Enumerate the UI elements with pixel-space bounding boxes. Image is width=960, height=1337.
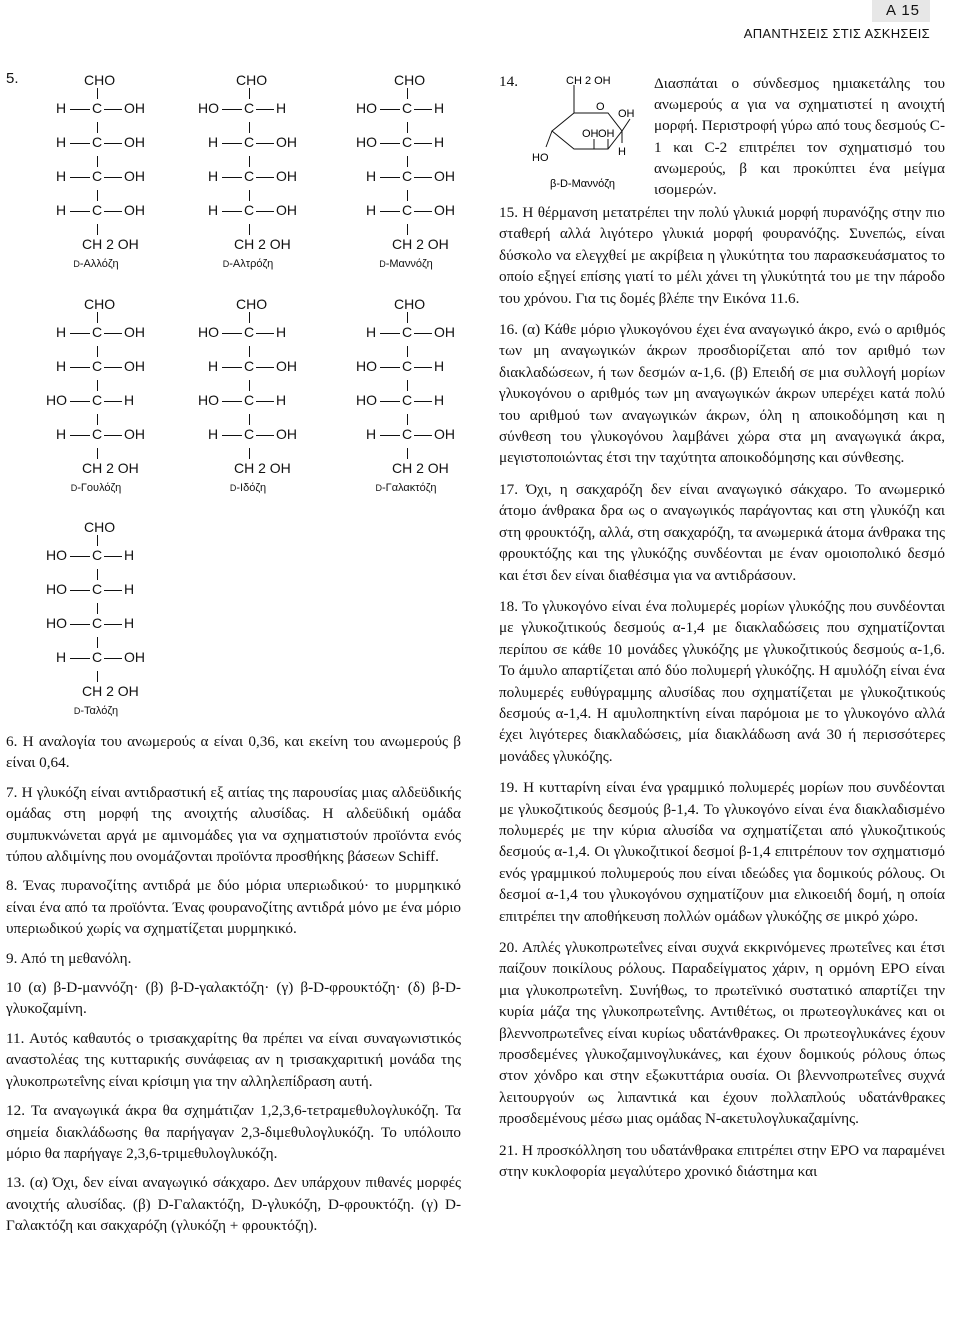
right-column xyxy=(499,202,945,1192)
bond-line xyxy=(414,401,432,402)
hydroxymethyl-group: CH 2 OH xyxy=(82,460,139,476)
left-substituent: H xyxy=(56,358,67,374)
carbon-atom: C xyxy=(92,100,103,116)
carbon-atom: C xyxy=(402,358,413,374)
bond-line xyxy=(70,556,90,557)
answer-paragraph: 10 (α) β-D-μαννόζη· (β) β-D-γαλακτόζη· (γ) β-D-φρουκτόζη· (δ) β-D-γλυκοζαμίνη. xyxy=(6,979,461,1018)
answer-paragraph: 19. Η κυτταρίνη είναι ένα γραμμικό πολυμερές μορίων που συνδέονται με γλυκοζιτικούς δεσμούς β-1,4. Το γλυκογόνο είναι ένα διακλαδισμένο πολυμερές με την κύρια αλυσίδα να σχηματίζεται από γλυκοζιτικούς δεσμούς α-1,4. Οι γλυκοζιτικοί δεσμοί β-1,4 επιτρέπουν τον σχηματισμό ενός γραμμικού πολυμερούς που είναι ιδεώδες για δομικούς ρόλους. Οι δεσμοί α-1,4 του γλυκογόνου σχηματίζουν μια ελικοειδή δομή, η οποία επιτρέπει την αποθήκευση πολλών ομάδων γλυκόζης σε μικρό χώρο. xyxy=(499,779,945,925)
bond-line xyxy=(380,401,400,402)
answer-paragraph: 11. Αυτός καθαυτός ο τρισακχαρίτης θα πρέπει να είναι συναγωνιστικός αναστολέας της κυτταρικής συνάφειας αν η τρισακχαριτική μονάδα της γλυκοπρωτεΐνης είναι κρίσιμη για την αλληλεπίδραση αυτή. xyxy=(6,1029,461,1090)
right-substituent: OH xyxy=(434,168,455,184)
left-substituent: H xyxy=(366,168,377,184)
ring-label: O xyxy=(596,101,605,113)
sugar-name xyxy=(73,258,118,270)
carbon-atom: C xyxy=(92,615,103,631)
sugar-name xyxy=(379,258,433,270)
carbon-atom: C xyxy=(92,134,103,150)
sugar-name-label: -Ταλόζη xyxy=(80,705,119,717)
ring-label: OH xyxy=(582,128,599,140)
bond-line xyxy=(97,88,98,99)
carbon-atom: C xyxy=(244,392,255,408)
carbon-atom: C xyxy=(402,168,413,184)
carbon-atom: C xyxy=(244,358,255,374)
right-substituent: OH xyxy=(124,134,145,150)
bond-line xyxy=(256,177,274,178)
bond-line xyxy=(104,333,122,334)
bond-line xyxy=(256,435,274,436)
left-substituent: HO xyxy=(356,358,377,374)
right-substituent: H xyxy=(276,100,287,116)
left-substituent: H xyxy=(208,168,219,184)
bond-line xyxy=(256,367,274,368)
bond-line xyxy=(104,401,122,402)
bond-line xyxy=(222,143,242,144)
bond-line xyxy=(104,109,122,110)
sugar-name-label: -Αλλόζη xyxy=(79,258,119,270)
d-prefix: D xyxy=(222,259,230,269)
bond-line xyxy=(70,590,90,591)
right-substituent: OH xyxy=(124,100,145,116)
sugar-name-label: -Γαλακτόζη xyxy=(381,482,437,494)
ring-label: β-D-Μαννόζη xyxy=(550,178,616,190)
section-title: ΑΠΑΝΤΗΣΕΙΣ ΣΤΙΣ ΑΣΚΗΣΕΙΣ xyxy=(743,26,930,41)
sugar-name xyxy=(71,482,122,494)
bond-line xyxy=(70,624,90,625)
right-substituent: H xyxy=(124,392,135,408)
aldehyde-group: CHO xyxy=(84,519,116,535)
right-substituent: H xyxy=(276,392,287,408)
bond-line xyxy=(249,190,250,201)
carbon-atom: C xyxy=(244,426,255,442)
question-number: 14. xyxy=(499,73,518,90)
beta-d-mannose-ring xyxy=(532,73,657,198)
bond-line xyxy=(97,156,98,167)
answer-text: Διασπάται ο σύνδεσμος ημιακετάλης του ανωμερούς α για να σχηματιστεί η ανοιχτή μορφή. Περιστροφή γύρω από τους δεσμούς C-1 και C-2 επιτρέπει τον σχηματισμό του ανωμερούς, β και προκύπτει ένα μείγμα ισομερών. xyxy=(654,75,945,199)
carbon-atom: C xyxy=(92,426,103,442)
bond-line xyxy=(407,380,408,391)
right-substituent: H xyxy=(434,100,445,116)
right-substituent: OH xyxy=(276,202,297,218)
left-substituent: H xyxy=(56,324,67,340)
bond-line xyxy=(222,401,242,402)
bond-line xyxy=(380,435,400,436)
left-substituent: H xyxy=(366,202,377,218)
left-substituent: HO xyxy=(198,100,219,116)
page-header xyxy=(744,0,930,41)
left-substituent: H xyxy=(208,202,219,218)
left-substituent: H xyxy=(366,426,377,442)
aldehyde-group: CHO xyxy=(394,72,426,88)
bond-line xyxy=(97,637,98,648)
right-substituent: OH xyxy=(124,202,145,218)
carbon-atom: C xyxy=(92,581,103,597)
bond-line xyxy=(104,143,122,144)
bond-line xyxy=(97,603,98,614)
bond-line xyxy=(249,88,250,99)
bond-line xyxy=(70,177,90,178)
ring-label: OH xyxy=(598,128,615,140)
bond-line xyxy=(380,109,400,110)
right-substituent: OH xyxy=(124,324,145,340)
bond-line xyxy=(104,435,122,436)
left-column xyxy=(6,731,461,1245)
bond-line xyxy=(407,190,408,201)
bond-line xyxy=(222,177,242,178)
right-substituent: H xyxy=(124,581,135,597)
bond-line xyxy=(414,177,432,178)
bond-line xyxy=(222,109,242,110)
right-substituent: H xyxy=(124,547,135,563)
bond-line xyxy=(97,414,98,425)
answer-paragraph: 21. Η προσκόλληση του υδατάνθρακα επιτρέπει στην ΕΡΟ να παραμένει στην κυκλοφορία μεγαλύτερο χρονικό διάστημα και xyxy=(499,1141,945,1181)
sugar-name-label: -Γουλόζη xyxy=(77,482,122,494)
answer-paragraph: 7. Η γλυκόζη είναι αντιδραστική εξ αιτίας της παρουσίας μιας αλδεϋδικής ομάδας στη μορφή της ανοιχτής αλυσίδας. Η αλδεϋδική ομάδα συμπυκνώνεται αργά με αμινομάδες για να σχηματιστούν προϊόντα ενός τύπου αλδιμίνης που ονομάζονται προϊόντα προσθήκης βάσεων Schiff. xyxy=(6,783,461,866)
aldehyde-group: CHO xyxy=(236,72,268,88)
left-substituent: H xyxy=(56,202,67,218)
aldehyde-group: CHO xyxy=(84,296,116,312)
bond-line xyxy=(97,346,98,357)
bond-line xyxy=(97,224,98,235)
aldehyde-group: CHO xyxy=(394,296,426,312)
carbon-atom: C xyxy=(402,426,413,442)
bond-line xyxy=(256,401,274,402)
left-substituent: H xyxy=(366,324,377,340)
bond-line xyxy=(104,624,122,625)
bond-line xyxy=(104,177,122,178)
bond-line xyxy=(70,435,90,436)
carbon-atom: C xyxy=(92,324,103,340)
answer-paragraph: 15. Η θέρμανση μετατρέπει την πολύ γλυκιά μορφή πυρανόζης στην πιο σταθερή αλλά λιγότερο γλυκιά μορφή φουρανόζης. Συνεπώς, είναι δύσκολο να ελεγχθεί με ακρίβεια η γλυκύτητα του παρασκευάσματος το οποίο εξηγεί επίσης γιατί το μέλι χάνει τη γλυκύτητά του με την πάροδο του χρόνου. Για τις δομές βλέπε την Εικόνα 11.6. xyxy=(499,204,945,307)
right-substituent: OH xyxy=(434,426,455,442)
carbon-atom: C xyxy=(402,392,413,408)
carbon-atom: C xyxy=(244,324,255,340)
carbon-atom: C xyxy=(402,324,413,340)
left-substituent: HO xyxy=(198,324,219,340)
left-substituent: HO xyxy=(356,392,377,408)
bond-line xyxy=(380,367,400,368)
bond-line xyxy=(380,177,400,178)
sugar-name xyxy=(223,258,274,270)
carbon-atom: C xyxy=(92,649,103,665)
bond-line xyxy=(104,211,122,212)
left-substituent: H xyxy=(208,134,219,150)
right-substituent: OH xyxy=(276,168,297,184)
bond-line xyxy=(407,156,408,167)
carbon-atom: C xyxy=(92,168,103,184)
question-number: 5. xyxy=(6,70,19,87)
carbon-atom: C xyxy=(244,100,255,116)
bond-line xyxy=(222,211,242,212)
aldehyde-group: CHO xyxy=(236,296,268,312)
d-prefix: D xyxy=(379,259,386,269)
hydroxymethyl-group: CH 2 OH xyxy=(392,236,449,252)
right-substituent: OH xyxy=(434,202,455,218)
bond-line xyxy=(97,671,98,682)
answer-paragraph: 18. Το γλυκογόνο είναι ένα πολυμερές μορίων γλυκόζης που συνδέονται με γλυκοζιτικούς δεσμούς α-1,4 με διακλαδώσεις που σχηματίζονται περίπου σε κάθε 10 μονάδες γλυκόζης με γλυκοζιτικούς δεσμούς α-1,6. Το άμυλο απαρτίζεται από δύο πολυμερή γλυκόζης. Η αμυλόζη είναι ένα πολυμερές ευθύγραμμης αλυσίδας που σχηματίζεται με γλυκοζιτικούς δεσμούς α-1,4. Η αμυλοπηκτίνη είναι παρόμοια με το γλυκογόνο αλλά έχει λιγότερες διακλαδώσεις, μία διακλάδωση ανά 30 ή περισσότερες μονάδες γλυκόζης. xyxy=(499,597,945,765)
answer-paragraph: 12. Τα αναγωγικά άκρα θα σχημάτιζαν 1,2,3,6-τετραμεθυλογλυκόζη. Τα σημεία διακλάδωσης θα παρήγαγαν 2,3-διμεθυλογλυκόζη. Το υπόλοιπο μόριο θα παρήγαγε 2,3,6-τριμεθυλογλυκόζη. xyxy=(6,1102,461,1162)
carbon-atom: C xyxy=(402,100,413,116)
bond-line xyxy=(414,143,432,144)
sugar-name-label: -Μαννόζη xyxy=(385,258,433,270)
bond-line xyxy=(97,122,98,133)
bond-line xyxy=(249,448,250,459)
d-prefix: D xyxy=(73,706,81,716)
bond-line xyxy=(97,569,98,580)
d-prefix: D xyxy=(70,483,78,493)
answer-paragraph: 17. Όχι, η σακχαρόζη δεν είναι αναγωγικό σάκχαρο. Το ανωμερικό άτομο άνθρακα δρα ως ο αναγωγικός παράγοντας και στη γλυκόζη και στη φρουκτόζη, αλλά, στη σακχαρόζη, τα ανωμερικά άτομα άνθρακα της φρουκτόζης και της γλυκόζης συνδέονται με έναν ομοιοπολικό δεσμό και έτσι δεν είναι διαθέσιμα για να αντιδράσουν. xyxy=(499,480,945,584)
bond-line xyxy=(70,143,90,144)
bond-line xyxy=(70,367,90,368)
right-substituent: H xyxy=(434,358,445,374)
left-substituent: H xyxy=(56,168,67,184)
bond-line xyxy=(104,556,122,557)
carbon-atom: C xyxy=(402,134,413,150)
d-prefix: D xyxy=(229,483,237,493)
right-substituent: OH xyxy=(124,649,145,665)
bond-line xyxy=(407,448,408,459)
left-substituent: HO xyxy=(46,547,67,563)
bond-line xyxy=(414,435,432,436)
hydroxymethyl-group: CH 2 OH xyxy=(392,460,449,476)
bond-line xyxy=(97,535,98,546)
ring-label: OH xyxy=(618,108,635,120)
bond-line xyxy=(407,122,408,133)
bond-line xyxy=(104,367,122,368)
answer-paragraph: 6. Η αναλογία του ανωμερούς α είναι 0,36, και εκείνη του ανωμερούς β είναι 0,64. xyxy=(6,733,461,772)
left-substituent: HO xyxy=(198,392,219,408)
answer-paragraph: 13. (α) Όχι, δεν είναι αναγωγικό σάκχαρο. Δεν υπάρχουν πιθανές μορφές ανοιχτής αλυσίδας. (β) D-Γαλακτόζη, D-γλυκόζη, D-φρουκτόζη. (γ) D-Γαλακτόζη και σακχαρόζη (γλυκόζη + φρουκτόζη). xyxy=(6,1174,461,1235)
bond-line xyxy=(256,333,274,334)
sugar-name xyxy=(375,482,436,494)
carbon-atom: C xyxy=(92,202,103,218)
left-substituent: H xyxy=(56,426,67,442)
hydroxymethyl-group: CH 2 OH xyxy=(234,236,291,252)
bond-line xyxy=(249,156,250,167)
bond-line xyxy=(97,380,98,391)
carbon-atom: C xyxy=(244,202,255,218)
bond-line xyxy=(256,109,274,110)
sugar-name-label: -Αλτρόζη xyxy=(229,258,274,270)
bond-line xyxy=(70,211,90,212)
left-substituent: H xyxy=(208,358,219,374)
bond-line xyxy=(256,211,274,212)
carbon-atom: C xyxy=(402,202,413,218)
bond-line xyxy=(104,658,122,659)
answer-paragraph: 16. (α) Κάθε μόριο γλυκογόνου έχει ένα αναγωγικό άκρο, ενώ ο αριθμός των μη αναγωγικών άκρων προσδιορίζεται από τον αριθμό των διακλαδώσεων, ή των δεσμών α-1,6. (β) Επειδή σε μια συλλογή μορίων γλυκογόνου ο αριθμός των μη αναγωγικών άκρων υπερέχει κατά πολύ του αριθμού των αναγωγικών άκρων, όλη η αποικοδόμηση και η σύνθεση του γλυκογόνου λαμβάνει χώρα στα μη αναγωγικά άκρα, μεγιστοποιώντας έτσι την ταχύτητα αποικοδόμησης και σύνθεσης. xyxy=(499,321,945,467)
bond-line xyxy=(380,143,400,144)
bond-line xyxy=(414,211,432,212)
ring-label: CH 2 OH xyxy=(566,75,611,87)
bond-line xyxy=(414,333,432,334)
bond-line xyxy=(97,312,98,323)
bond-line xyxy=(256,143,274,144)
answer-paragraph: 9. Από τη μεθανόλη. xyxy=(6,949,132,967)
right-substituent: H xyxy=(124,615,135,631)
hydroxymethyl-group: CH 2 OH xyxy=(234,460,291,476)
left-substituent: HO xyxy=(46,615,67,631)
left-substituent: HO xyxy=(46,392,67,408)
right-substituent: OH xyxy=(124,426,145,442)
bond-line xyxy=(380,211,400,212)
bond-line xyxy=(407,88,408,99)
left-substituent: H xyxy=(56,649,67,665)
page-number: A 15 xyxy=(872,0,930,22)
answer-paragraph: 20. Απλές γλυκοπρωτεΐνες είναι συχνά εκκρινόμενες πρωτεΐνες και έτσι παίζουν ποικίλους ρόλους. Παραδείγματος χάριν, η ορμόνη ΕΡΟ είναι μια γλυκοπρωτεΐνη. Συνήθως, το πρωτεϊνικό συστατικό απαρτίζει την κυρία μάζα της γλυκοπρωτεΐνης. Αντιθέτως, οι πρωτεογλυκάνες και οι βλεννοπρωτεΐνες είναι κυρίως υδατάνθρακες. Οι πρωτεογλυκάνες έχουν προσδεμένες γλυκοζαμινογλυκάνες, και έχουν δομικούς ρόλους όπως στον χόνδρο και στην εξωκυττάρια ουσία. Οι βλεννοπρωτεΐνες συχνά λειτουργούν ως λιπαντικά και έχουν πολλαπλούς υδατάνθρακες προσδεμένους μέσω μιας ομάδας N-ακετυλογλυκαζαμίνης. xyxy=(499,939,945,1128)
right-substituent: H xyxy=(434,134,445,150)
ring-label: HO xyxy=(532,152,549,164)
bond-line xyxy=(249,122,250,133)
sugar-name xyxy=(230,482,266,494)
hydroxymethyl-group: CH 2 OH xyxy=(82,683,139,699)
right-substituent: H xyxy=(434,392,445,408)
aldehyde-group: CHO xyxy=(84,72,116,88)
bond-line xyxy=(70,109,90,110)
bond-line xyxy=(380,333,400,334)
sugar-name xyxy=(74,705,118,717)
bond-line xyxy=(407,224,408,235)
d-prefix: D xyxy=(73,259,80,269)
bond-line xyxy=(249,312,250,323)
left-substituent: H xyxy=(208,426,219,442)
left-substituent: HO xyxy=(356,100,377,116)
carbon-atom: C xyxy=(244,168,255,184)
right-substituent: H xyxy=(276,324,287,340)
bond-line xyxy=(407,312,408,323)
bond-line xyxy=(70,658,90,659)
bond-line xyxy=(407,346,408,357)
bond-line xyxy=(414,109,432,110)
right-substituent: OH xyxy=(276,426,297,442)
left-substituent: H xyxy=(56,134,67,150)
right-substituent: OH xyxy=(124,168,145,184)
bond-line xyxy=(70,333,90,334)
answer-paragraph: 8. Ένας πυρανοζίτης αντιδρά με δύο μόρια υπεριωδικού· το μυρμηκικό είναι ένα από τα προϊόντα. Ένας φουρανοζίτης αντιδρά μόνο με ένα μόριο υπεριωδικού χωρίς να σχηματίζεται μυρμηκικό. xyxy=(6,877,461,938)
carbon-atom: C xyxy=(92,547,103,563)
ring-label: H xyxy=(618,146,626,158)
bond-line xyxy=(222,333,242,334)
bond-line xyxy=(104,590,122,591)
bond-line xyxy=(249,414,250,425)
bond-line xyxy=(97,190,98,201)
bond-line xyxy=(70,401,90,402)
sugar-name-label: -Ιδόζη xyxy=(236,482,267,494)
left-substituent: H xyxy=(56,100,67,116)
left-substituent: HO xyxy=(356,134,377,150)
bond-line xyxy=(249,380,250,391)
carbon-atom: C xyxy=(244,134,255,150)
bond-line xyxy=(249,346,250,357)
d-prefix: D xyxy=(375,483,382,493)
bond-line xyxy=(407,414,408,425)
bond-line xyxy=(249,224,250,235)
bond-line xyxy=(222,435,242,436)
right-substituent: OH xyxy=(124,358,145,374)
bond-line xyxy=(414,367,432,368)
bond-line xyxy=(222,367,242,368)
carbon-atom: C xyxy=(92,392,103,408)
right-substituent: OH xyxy=(276,134,297,150)
right-substituent: OH xyxy=(434,324,455,340)
bond-line xyxy=(97,448,98,459)
carbon-atom: C xyxy=(92,358,103,374)
left-substituent: HO xyxy=(46,581,67,597)
hydroxymethyl-group: CH 2 OH xyxy=(82,236,139,252)
right-substituent: OH xyxy=(276,358,297,374)
